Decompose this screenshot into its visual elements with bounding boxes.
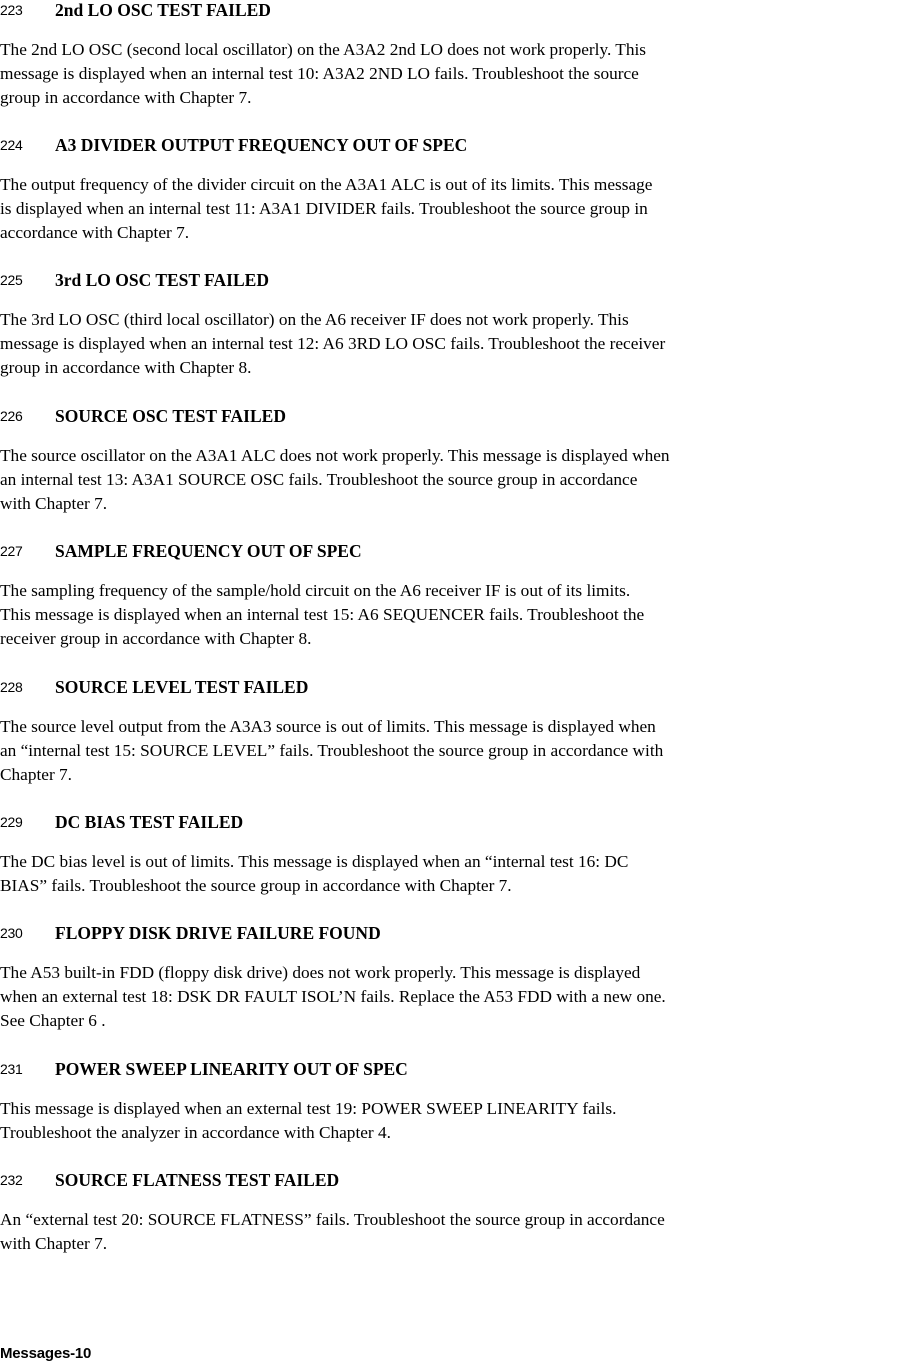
message-description bbox=[0, 850, 905, 898]
message-description bbox=[0, 579, 905, 652]
entry-heading bbox=[0, 541, 905, 561]
message-code: 231 bbox=[0, 1061, 23, 1077]
message-title: A3 DIVIDER OUTPUT FREQUENCY OUT OF SPEC bbox=[55, 135, 468, 155]
message-title: SOURCE FLATNESS TEST FAILED bbox=[55, 1170, 340, 1190]
description-line: The 2nd LO OSC (second local oscillator) on the A3A2 2nd LO does not work properly. This bbox=[0, 40, 647, 59]
message-code: 224 bbox=[0, 137, 23, 153]
description-line: group in accordance with Chapter 7. bbox=[0, 88, 252, 108]
message-title: 3rd LO OSC TEST FAILED bbox=[55, 270, 269, 290]
message-code: 232 bbox=[0, 1172, 23, 1188]
description-line: message is displayed when an internal test 10: A3A2 2ND LO fails. Troubleshoot the source bbox=[0, 64, 639, 84]
description-line: with Chapter 7. bbox=[0, 494, 108, 514]
message-title: POWER SWEEP LINEARITY OUT OF SPEC bbox=[55, 1059, 408, 1079]
entry-heading bbox=[0, 923, 905, 943]
entry-heading bbox=[0, 677, 905, 697]
description-line: The A53 built-in FDD (floppy disk drive) does not work properly. This message is displayed bbox=[0, 963, 641, 982]
message-title: SOURCE LEVEL TEST FAILED bbox=[55, 677, 309, 697]
description-line: The DC bias level is out of limits. This message is displayed when an “internal test 16: DC bbox=[0, 852, 629, 871]
message-entry-231 bbox=[0, 1059, 905, 1145]
description-line: when an external test 18: DSK DR FAULT ISOL’N fails. Replace the A53 FDD with a new one. bbox=[0, 987, 666, 1007]
description-line: The sampling frequency of the sample/hold circuit on the A6 receiver IF is out of its limits. bbox=[0, 581, 631, 600]
message-code: 225 bbox=[0, 272, 23, 288]
message-entry-232 bbox=[0, 1170, 905, 1256]
description-line: This message is displayed when an internal test 15: A6 SEQUENCER fails. Troubleshoot the bbox=[0, 605, 645, 625]
message-title: DC BIAS TEST FAILED bbox=[55, 812, 244, 832]
description-line: Troubleshoot the analyzer in accordance with Chapter 4. bbox=[0, 1123, 391, 1143]
description-line: BIAS” fails. Troubleshoot the source group in accordance with Chapter 7. bbox=[0, 876, 512, 896]
description-line: group in accordance with Chapter 8. bbox=[0, 358, 252, 378]
description-line: The source oscillator on the A3A1 ALC does not work properly. This message is displayed when bbox=[0, 446, 670, 465]
entry-heading bbox=[0, 135, 905, 155]
description-line: Chapter 7. bbox=[0, 765, 72, 785]
entry-heading bbox=[0, 270, 905, 290]
message-description bbox=[0, 444, 905, 517]
entry-heading bbox=[0, 812, 905, 832]
description-line: An “external test 20: SOURCE FLATNESS” fails. Troubleshoot the source group in accordance bbox=[0, 1210, 665, 1229]
message-title: FLOPPY DISK DRIVE FAILURE FOUND bbox=[55, 923, 381, 943]
message-code: 229 bbox=[0, 814, 23, 830]
description-line: with Chapter 7. bbox=[0, 1234, 108, 1254]
message-code: 228 bbox=[0, 679, 23, 695]
message-description bbox=[0, 715, 905, 788]
entry-heading bbox=[0, 1170, 905, 1190]
message-code: 227 bbox=[0, 543, 23, 559]
message-description bbox=[0, 1208, 905, 1256]
description-line: The source level output from the A3A3 source is out of limits. This message is displayed when bbox=[0, 717, 656, 736]
message-entry-223 bbox=[0, 0, 905, 111]
message-description bbox=[0, 961, 905, 1034]
description-line: an internal test 13: A3A1 SOURCE OSC fails. Troubleshoot the source group in accordance bbox=[0, 470, 638, 490]
description-line: The output frequency of the divider circuit on the A3A1 ALC is out of its limits. This message bbox=[0, 175, 653, 194]
message-entry-229 bbox=[0, 812, 905, 898]
message-code: 226 bbox=[0, 408, 23, 424]
message-description bbox=[0, 38, 905, 111]
message-title: SOURCE OSC TEST FAILED bbox=[55, 406, 286, 426]
message-code: 223 bbox=[0, 2, 23, 18]
message-description bbox=[0, 308, 905, 381]
description-line: The 3rd LO OSC (third local oscillator) on the A6 receiver IF does not work properly. This bbox=[0, 310, 629, 329]
description-line: an “internal test 15: SOURCE LEVEL” fails. Troubleshoot the source group in accordance with bbox=[0, 741, 664, 761]
message-entry-225 bbox=[0, 270, 905, 381]
description-line: accordance with Chapter 7. bbox=[0, 223, 190, 243]
message-entry-226 bbox=[0, 406, 905, 517]
message-title: 2nd LO OSC TEST FAILED bbox=[55, 0, 271, 20]
entry-heading bbox=[0, 406, 905, 426]
description-line: This message is displayed when an external test 19: POWER SWEEP LINEARITY fails. bbox=[0, 1099, 617, 1118]
message-description bbox=[0, 173, 905, 246]
message-entry-228 bbox=[0, 677, 905, 788]
message-code: 230 bbox=[0, 925, 23, 941]
page-footer-label: Messages-10 bbox=[0, 1345, 92, 1362]
description-line: See Chapter 6 . bbox=[0, 1011, 106, 1031]
message-entry-227 bbox=[0, 541, 905, 652]
description-line: message is displayed when an internal test 12: A6 3RD LO OSC fails. Troubleshoot the receiver bbox=[0, 334, 666, 354]
description-line: receiver group in accordance with Chapter 8. bbox=[0, 629, 312, 649]
description-line: is displayed when an internal test 11: A3A1 DIVIDER fails. Troubleshoot the source group in bbox=[0, 199, 648, 219]
message-description bbox=[0, 1097, 905, 1145]
message-title: SAMPLE FREQUENCY OUT OF SPEC bbox=[55, 541, 362, 561]
message-entry-230 bbox=[0, 923, 905, 1034]
message-entry-224 bbox=[0, 135, 905, 246]
entry-heading bbox=[0, 0, 905, 20]
entry-heading bbox=[0, 1059, 905, 1079]
